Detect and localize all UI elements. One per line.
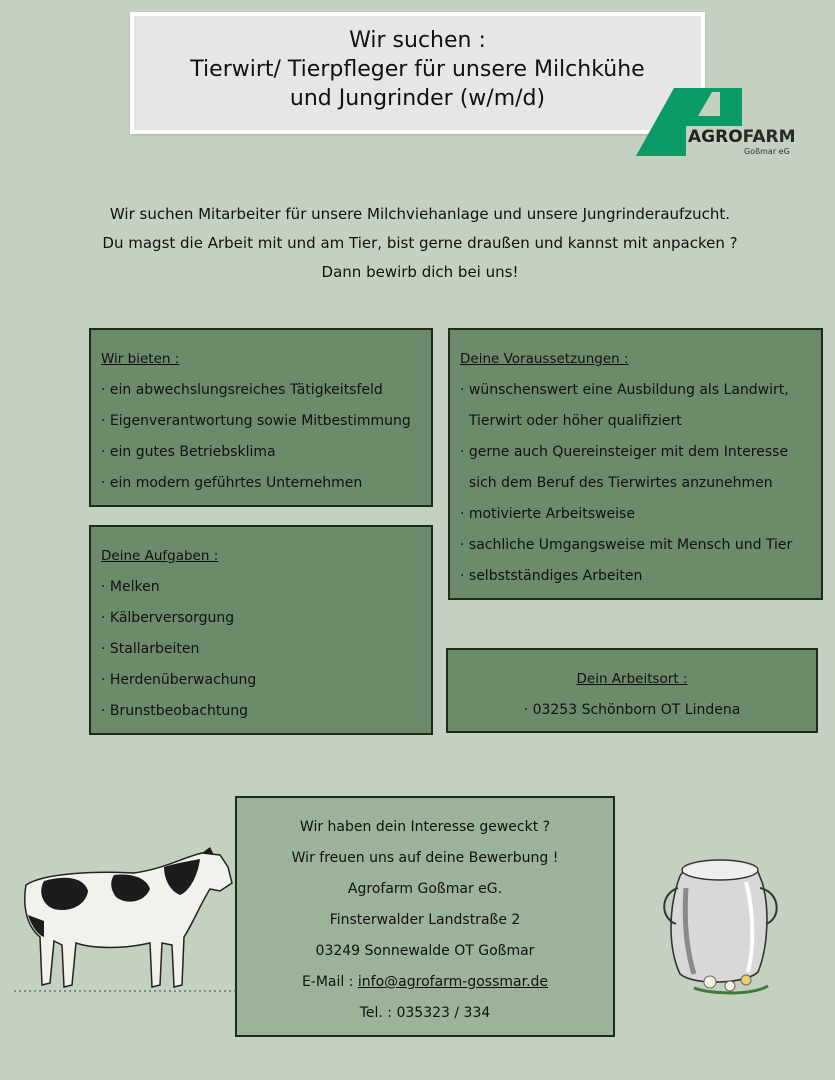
workplace-heading: Dein Arbeitsort : [576,671,688,687]
requirements-heading: Deine Voraussetzungen : [460,351,629,367]
requirement-item: · motivierte Arbeitsweise [460,506,635,522]
intro-line-3: Dann bewirb dich bei uns! [321,263,519,281]
contact-email-label: E-Mail : [301,974,358,990]
contact-email-link[interactable]: info@agrofarm-gossmar.de [357,974,549,990]
requirement-item: · gerne auch Quereinsteiger mit dem Interesse [460,444,789,460]
contact-email-row [247,967,603,998]
offer-item: · Eigenverantwortung sowie Mitbestimmung [101,413,411,429]
requirement-item: · selbstständiges Arbeiten [460,568,643,584]
requirement-item: Tierwirt oder höher qualifiziert [460,413,682,429]
contact-street: Finsterwalder Landstraße 2 [329,912,521,928]
contact-phone: Tel. : 035323 / 334 [359,1005,491,1021]
task-item: · Melken [101,579,160,595]
intro-text [40,200,800,287]
contact-line-1: Wir haben dein Interesse geweckt ? [299,819,551,835]
workplace-value: · 03253 Schönborn OT Lindena [523,702,741,718]
requirement-item: sich dem Beruf des Tierwirtes anzunehmen [460,475,773,491]
contact-box [235,796,615,1037]
title-line-1: Wir suchen : [349,28,486,53]
title-banner [130,12,705,134]
contact-line-2: Wir freuen uns auf deine Bewerbung ! [291,850,559,866]
milk-can-illustration-icon [650,848,790,1006]
tasks-heading: Deine Aufgaben : [101,548,219,564]
task-item: · Kälberversorgung [101,610,235,626]
offer-box [89,328,433,507]
offer-heading: Wir bieten : [101,351,180,367]
title-line-3: und Jungrinder (w/m/d) [289,86,546,111]
logo-wordmark [688,127,795,147]
contact-city: 03249 Sonnewalde OT Goßmar [315,943,535,959]
contact-company: Agrofarm Goßmar eG. [347,881,503,897]
offer-item: · ein gutes Betriebsklima [101,444,276,460]
cow-illustration-icon [14,845,236,995]
tasks-box [89,525,433,735]
workplace-box [446,648,818,733]
requirement-item: · wünschenswert eine Ausbildung als Landwirt, [460,382,789,398]
intro-line-1: Wir suchen Mitarbeiter für unsere Milchviehanlage und unsere Jungrinderaufzucht. [109,205,731,223]
title-line-2: Tierwirt/ Tierpfleger für unsere Milchkühe [190,57,645,82]
logo-word-farm: FARM [742,127,796,147]
task-item: · Brunstbeobachtung [101,703,249,719]
task-item: · Herdenüberwachung [101,672,257,688]
task-item: · Stallarbeiten [101,641,200,657]
offer-item: · ein modern geführtes Unternehmen [101,475,363,491]
logo-subtitle: Goßmar eG [744,147,790,156]
requirement-item: · sachliche Umgangsweise mit Mensch und Tier [460,537,793,553]
offer-item: · ein abwechslungsreiches Tätigkeitsfeld [101,382,383,398]
logo-word-agro: AGRO [688,127,743,147]
intro-line-2: Du magst die Arbeit mit und am Tier, bist gerne draußen und kannst mit anpacken ? [102,234,738,252]
requirements-box [448,328,823,600]
